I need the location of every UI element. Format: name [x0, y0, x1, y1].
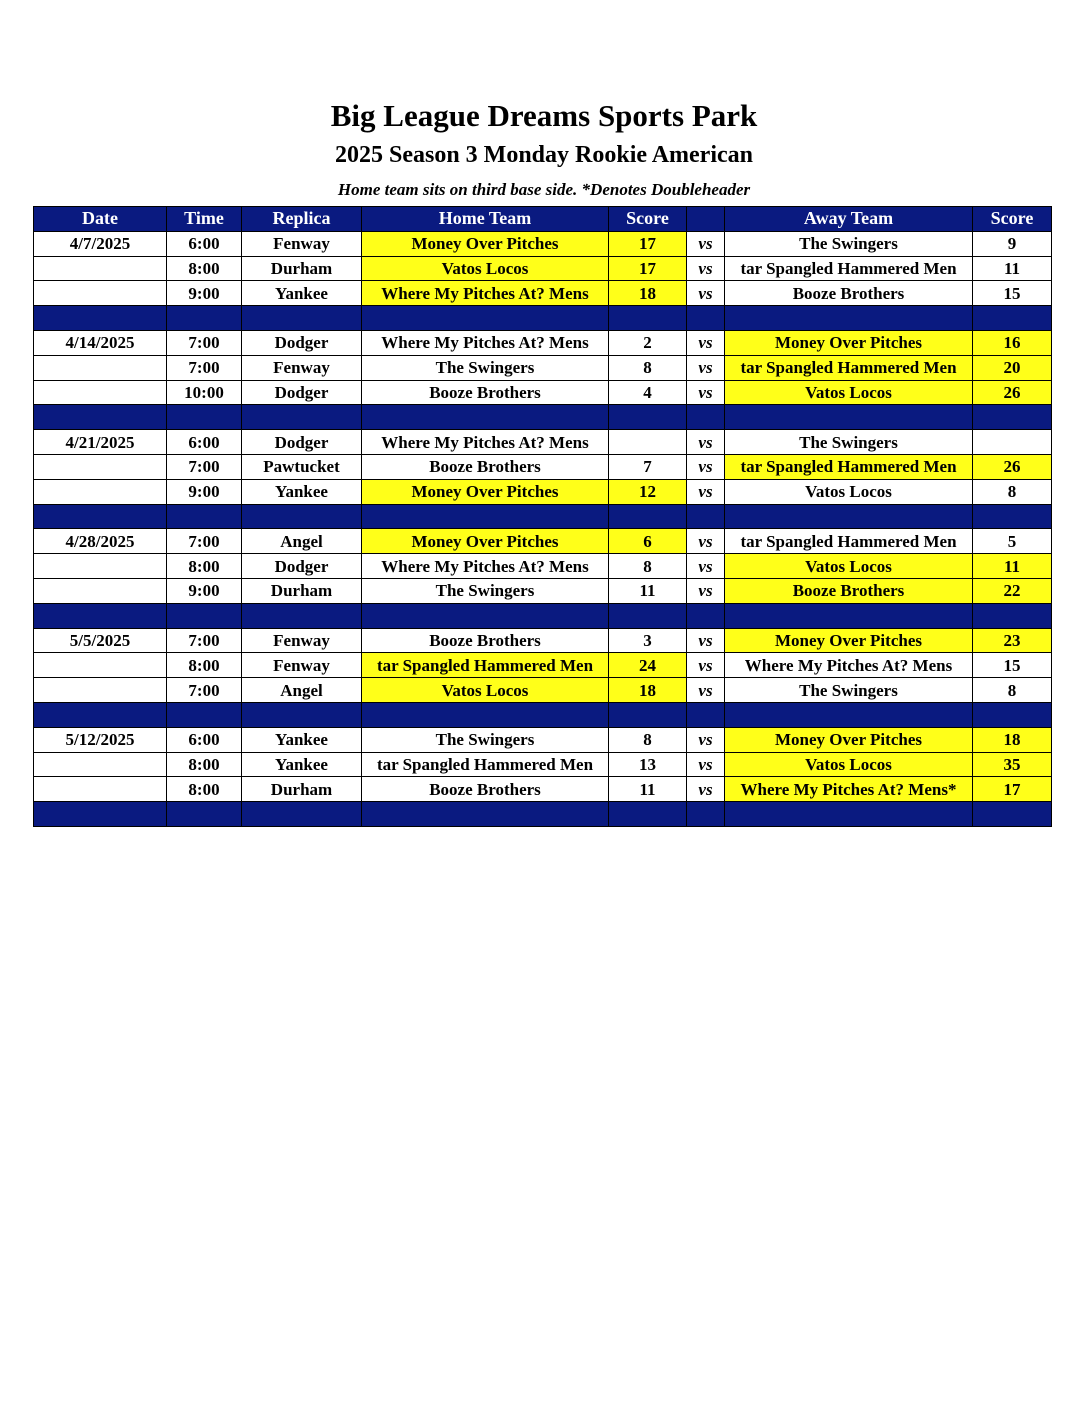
game-replica: Angel — [242, 678, 362, 703]
header-row — [34, 207, 1052, 232]
separator-cell — [687, 603, 725, 628]
vs-label: vs — [687, 529, 725, 554]
game-time: 8:00 — [167, 752, 242, 777]
separator-cell — [242, 802, 362, 827]
game-replica: Yankee — [242, 281, 362, 306]
vs-label: vs — [687, 653, 725, 678]
home-score: 8 — [609, 355, 687, 380]
game-row — [34, 479, 1052, 504]
home-score: 3 — [609, 628, 687, 653]
separator-cell — [687, 306, 725, 331]
game-replica: Durham — [242, 256, 362, 281]
vs-label: vs — [687, 281, 725, 306]
away-score: 15 — [973, 653, 1052, 678]
vs-label: vs — [687, 678, 725, 703]
separator-cell — [609, 603, 687, 628]
game-replica: Fenway — [242, 231, 362, 256]
column-header-away-team: Away Team — [725, 207, 973, 232]
separator-cell — [973, 802, 1052, 827]
game-replica: Pawtucket — [242, 454, 362, 479]
game-date — [34, 355, 167, 380]
home-team: Money Over Pitches — [362, 479, 609, 504]
home-score: 11 — [609, 578, 687, 603]
game-date — [34, 479, 167, 504]
home-team: Where My Pitches At? Mens — [362, 330, 609, 355]
away-score: 5 — [973, 529, 1052, 554]
vs-label: vs — [687, 231, 725, 256]
game-row — [34, 454, 1052, 479]
separator-cell — [167, 702, 242, 727]
away-score: 11 — [973, 256, 1052, 281]
vs-label: vs — [687, 330, 725, 355]
away-score: 8 — [973, 678, 1052, 703]
away-score: 35 — [973, 752, 1052, 777]
separator-cell — [725, 306, 973, 331]
away-team: Money Over Pitches — [725, 330, 973, 355]
game-time: 7:00 — [167, 330, 242, 355]
away-team: The Swingers — [725, 231, 973, 256]
separator-cell — [609, 802, 687, 827]
game-replica: Durham — [242, 777, 362, 802]
away-score: 15 — [973, 281, 1052, 306]
home-team: Vatos Locos — [362, 678, 609, 703]
game-replica: Fenway — [242, 653, 362, 678]
game-date — [34, 752, 167, 777]
separator-cell — [34, 702, 167, 727]
vs-label: vs — [687, 430, 725, 455]
separator-cell — [242, 306, 362, 331]
away-team: Booze Brothers — [725, 281, 973, 306]
separator-cell — [725, 603, 973, 628]
home-team: The Swingers — [362, 727, 609, 752]
game-row — [34, 355, 1052, 380]
home-team: Booze Brothers — [362, 380, 609, 405]
home-team: Money Over Pitches — [362, 529, 609, 554]
away-score: 22 — [973, 578, 1052, 603]
separator-cell — [609, 306, 687, 331]
separator-cell — [725, 802, 973, 827]
game-row — [34, 380, 1052, 405]
separator-cell — [362, 405, 609, 430]
separator-cell — [34, 603, 167, 628]
separator-cell — [34, 405, 167, 430]
away-team: Where My Pitches At? Mens* — [725, 777, 973, 802]
schedule-note: Home team sits on third base side. *Denotes Doubleheader — [337, 180, 751, 199]
separator-cell — [167, 306, 242, 331]
vs-label: vs — [687, 628, 725, 653]
away-score: 9 — [973, 231, 1052, 256]
home-team: Booze Brothers — [362, 777, 609, 802]
away-score: 17 — [973, 777, 1052, 802]
away-team: tar Spangled Hammered Men — [725, 454, 973, 479]
separator-cell — [242, 603, 362, 628]
game-replica: Yankee — [242, 752, 362, 777]
game-replica: Fenway — [242, 628, 362, 653]
game-replica: Dodger — [242, 430, 362, 455]
separator-cell — [362, 504, 609, 529]
separator-cell — [725, 405, 973, 430]
game-replica: Yankee — [242, 479, 362, 504]
home-team: The Swingers — [362, 355, 609, 380]
game-time: 9:00 — [167, 281, 242, 306]
separator-cell — [362, 603, 609, 628]
game-row — [34, 752, 1052, 777]
game-time: 7:00 — [167, 678, 242, 703]
away-team: Vatos Locos — [725, 752, 973, 777]
game-time: 8:00 — [167, 777, 242, 802]
game-date — [34, 454, 167, 479]
game-row — [34, 628, 1052, 653]
home-score: 24 — [609, 653, 687, 678]
game-row — [34, 256, 1052, 281]
game-date — [34, 554, 167, 579]
game-date: 5/12/2025 — [34, 727, 167, 752]
game-replica: Dodger — [242, 330, 362, 355]
home-team: Booze Brothers — [362, 454, 609, 479]
separator-cell — [167, 603, 242, 628]
home-score: 4 — [609, 380, 687, 405]
home-score: 12 — [609, 479, 687, 504]
separator-cell — [167, 504, 242, 529]
separator-cell — [687, 702, 725, 727]
game-row — [34, 330, 1052, 355]
home-team: Where My Pitches At? Mens — [362, 554, 609, 579]
home-score: 11 — [609, 777, 687, 802]
separator-cell — [973, 405, 1052, 430]
home-score: 8 — [609, 554, 687, 579]
game-row — [34, 529, 1052, 554]
separator-cell — [725, 702, 973, 727]
page-title: Big League Dreams Sports Park — [330, 98, 758, 133]
game-replica: Durham — [242, 578, 362, 603]
game-date — [34, 777, 167, 802]
game-replica: Fenway — [242, 355, 362, 380]
game-replica: Dodger — [242, 380, 362, 405]
vs-label: vs — [687, 355, 725, 380]
game-date — [34, 653, 167, 678]
vs-label: vs — [687, 777, 725, 802]
separator-cell — [687, 504, 725, 529]
away-score: 18 — [973, 727, 1052, 752]
vs-label: vs — [687, 554, 725, 579]
away-team: Money Over Pitches — [725, 727, 973, 752]
game-date — [34, 678, 167, 703]
column-header-replica: Replica — [242, 207, 362, 232]
away-team: tar Spangled Hammered Men — [725, 529, 973, 554]
home-score: 8 — [609, 727, 687, 752]
game-replica: Yankee — [242, 727, 362, 752]
column-header-vs — [687, 207, 725, 232]
away-team: Vatos Locos — [725, 554, 973, 579]
home-team: Booze Brothers — [362, 628, 609, 653]
away-score: 23 — [973, 628, 1052, 653]
game-row — [34, 777, 1052, 802]
game-date — [34, 578, 167, 603]
home-team: Vatos Locos — [362, 256, 609, 281]
week-separator-row — [34, 802, 1052, 827]
home-team: Money Over Pitches — [362, 231, 609, 256]
game-time: 7:00 — [167, 628, 242, 653]
game-row — [34, 727, 1052, 752]
separator-cell — [242, 405, 362, 430]
home-team: tar Spangled Hammered Men — [362, 752, 609, 777]
week-separator-row — [34, 702, 1052, 727]
away-team: tar Spangled Hammered Men — [725, 355, 973, 380]
separator-cell — [362, 702, 609, 727]
home-score: 2 — [609, 330, 687, 355]
home-score — [609, 430, 687, 455]
away-score: 16 — [973, 330, 1052, 355]
home-score: 17 — [609, 256, 687, 281]
separator-cell — [34, 504, 167, 529]
separator-cell — [687, 802, 725, 827]
game-time: 7:00 — [167, 355, 242, 380]
separator-cell — [362, 306, 609, 331]
separator-cell — [973, 504, 1052, 529]
game-row — [34, 578, 1052, 603]
game-time: 6:00 — [167, 727, 242, 752]
game-time: 9:00 — [167, 578, 242, 603]
vs-label: vs — [687, 256, 725, 281]
week-separator-row — [34, 504, 1052, 529]
home-score: 7 — [609, 454, 687, 479]
away-team: Booze Brothers — [725, 578, 973, 603]
vs-label: vs — [687, 578, 725, 603]
schedule-table — [33, 206, 1052, 827]
separator-cell — [34, 306, 167, 331]
home-team: Where My Pitches At? Mens — [362, 430, 609, 455]
home-score: 18 — [609, 678, 687, 703]
game-time: 8:00 — [167, 554, 242, 579]
column-header-time: Time — [167, 207, 242, 232]
home-score: 13 — [609, 752, 687, 777]
separator-cell — [609, 504, 687, 529]
home-score: 17 — [609, 231, 687, 256]
game-row — [34, 554, 1052, 579]
separator-cell — [973, 603, 1052, 628]
separator-cell — [362, 802, 609, 827]
game-time: 8:00 — [167, 256, 242, 281]
game-date — [34, 256, 167, 281]
home-score: 18 — [609, 281, 687, 306]
game-time: 6:00 — [167, 231, 242, 256]
away-score: 20 — [973, 355, 1052, 380]
game-row — [34, 281, 1052, 306]
column-header-away-score: Score — [973, 207, 1052, 232]
game-row — [34, 653, 1052, 678]
vs-label: vs — [687, 752, 725, 777]
game-row — [34, 231, 1052, 256]
game-date — [34, 380, 167, 405]
home-score: 6 — [609, 529, 687, 554]
game-time: 6:00 — [167, 430, 242, 455]
game-date: 5/5/2025 — [34, 628, 167, 653]
vs-label: vs — [687, 479, 725, 504]
game-time: 7:00 — [167, 529, 242, 554]
game-date: 4/28/2025 — [34, 529, 167, 554]
game-date — [34, 281, 167, 306]
away-score: 8 — [973, 479, 1052, 504]
separator-cell — [609, 405, 687, 430]
separator-cell — [34, 802, 167, 827]
column-header-date: Date — [34, 207, 167, 232]
game-row — [34, 430, 1052, 455]
game-time: 8:00 — [167, 653, 242, 678]
separator-cell — [609, 702, 687, 727]
game-replica: Dodger — [242, 554, 362, 579]
home-team: The Swingers — [362, 578, 609, 603]
separator-cell — [167, 405, 242, 430]
game-time: 10:00 — [167, 380, 242, 405]
game-date: 4/21/2025 — [34, 430, 167, 455]
game-row — [34, 678, 1052, 703]
separator-cell — [242, 702, 362, 727]
home-team: tar Spangled Hammered Men — [362, 653, 609, 678]
game-date: 4/14/2025 — [34, 330, 167, 355]
away-team: Where My Pitches At? Mens — [725, 653, 973, 678]
game-date: 4/7/2025 — [34, 231, 167, 256]
game-time: 7:00 — [167, 454, 242, 479]
week-separator-row — [34, 603, 1052, 628]
week-separator-row — [34, 306, 1052, 331]
separator-cell — [973, 306, 1052, 331]
away-team: tar Spangled Hammered Men — [725, 256, 973, 281]
column-header-home-team: Home Team — [362, 207, 609, 232]
game-time: 9:00 — [167, 479, 242, 504]
separator-cell — [687, 405, 725, 430]
week-separator-row — [34, 405, 1052, 430]
away-score: 26 — [973, 380, 1052, 405]
away-score: 26 — [973, 454, 1052, 479]
vs-label: vs — [687, 380, 725, 405]
away-team: Vatos Locos — [725, 479, 973, 504]
column-header-home-score: Score — [609, 207, 687, 232]
page-subtitle: 2025 Season 3 Monday Rookie American — [334, 142, 753, 168]
away-team: Vatos Locos — [725, 380, 973, 405]
away-team: Money Over Pitches — [725, 628, 973, 653]
vs-label: vs — [687, 454, 725, 479]
away-team: The Swingers — [725, 678, 973, 703]
away-score — [973, 430, 1052, 455]
vs-label: vs — [687, 727, 725, 752]
separator-cell — [242, 504, 362, 529]
away-team: The Swingers — [725, 430, 973, 455]
home-team: Where My Pitches At? Mens — [362, 281, 609, 306]
game-replica: Angel — [242, 529, 362, 554]
separator-cell — [167, 802, 242, 827]
separator-cell — [725, 504, 973, 529]
away-score: 11 — [973, 554, 1052, 579]
separator-cell — [973, 702, 1052, 727]
schedule-body — [34, 231, 1052, 826]
